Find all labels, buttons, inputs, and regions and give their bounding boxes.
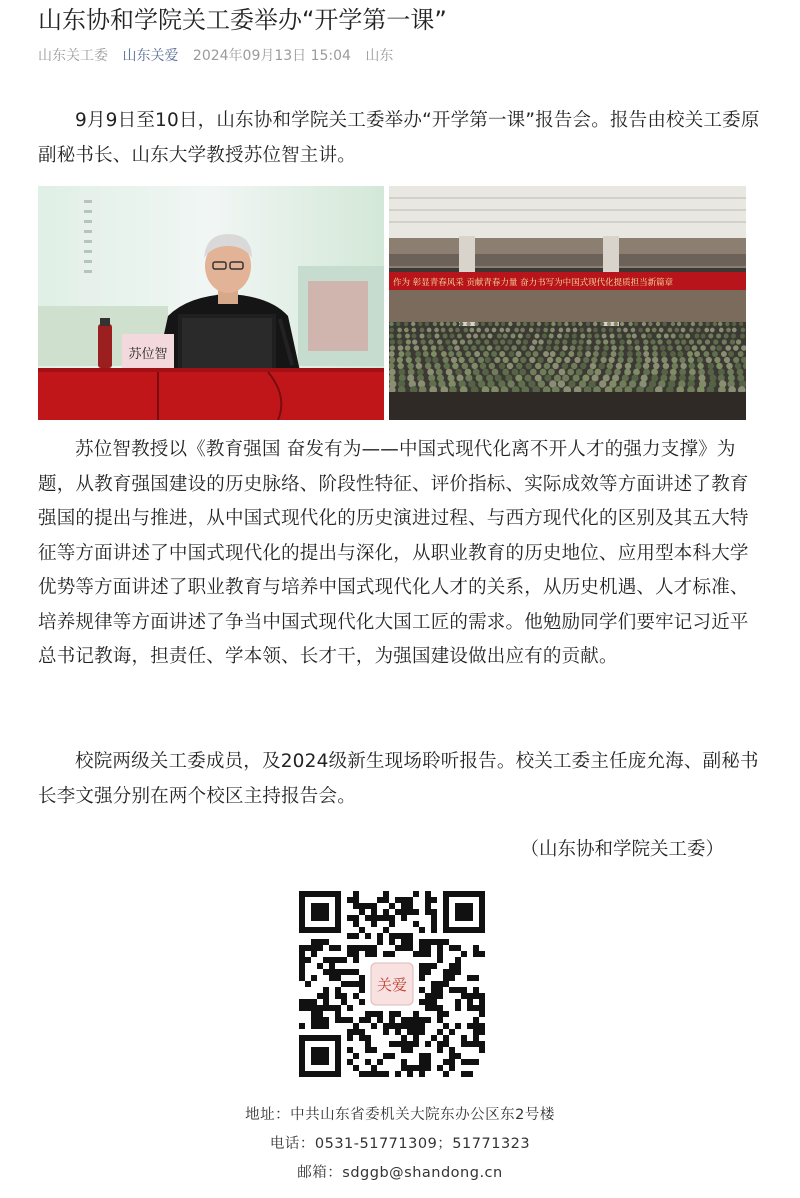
footer-phone: 电话：0531-51771309；51771323 <box>269 1136 531 1152</box>
auditorium-photo <box>389 186 746 420</box>
paragraph-2: 苏位智教授以《教育强国 奋发有为——中国式现代化离不开人才的强力支撑》为题，从教育强国建设的历史脉络、阶段性特征、评价指标、实际成效等方面讲述了教育强国的提出与推进，从中国式现代化的历史演进过程、与西方现代化的区别及其五大特征等方面讲述了中国式现代化的提出与深化，从职业教育的历史地位、应用型本科大学优势等方面讲述了职业教育与培养中国式现代化人才的关系，从历史机遇、人才标准、培养规律等方面讲述了争当中国式现代化大国工匠的需求。他勉励同学们要牢记习近平总书记教诲，担责任、学本领、长才干，为强国建设做出应有的贡献。 <box>38 439 749 667</box>
paragraph-1: 9月9日至10日，山东协和学院关工委举办“开学第一课”报告会。报告由校关工委原副秘书长、山东大学教授苏位智主讲。 <box>38 110 760 166</box>
article-source: （山东协和学院关工委） <box>520 839 724 860</box>
qr-logo-text: 关爱 <box>376 976 408 994</box>
auditorium-audience-photo <box>389 186 746 420</box>
account-link[interactable]: 山东关爱 <box>122 48 179 64</box>
speaker-at-podium-photo <box>38 186 384 420</box>
speaker-photo <box>38 186 384 420</box>
paragraph-3: 校院两级关工委成员，及2024级新生现场聆听报告。校关工委主任庞允海、副秘书长李文强分别在两个校区主持报告会。 <box>38 751 759 807</box>
publish-location: 山东 <box>365 48 394 64</box>
auditorium-banner: 作为 彰显青春风采 贡献青春力量 奋力书写为中国式现代化提质担当新篇章 <box>393 278 674 288</box>
publish-time: 2024年09月13日 15:04 <box>192 48 351 64</box>
nameplate-text: 苏位智 <box>128 347 168 362</box>
qr-code-icon <box>299 891 485 1077</box>
qr-code[interactable] <box>299 891 485 1077</box>
author-name: 山东关工委 <box>38 48 108 64</box>
footer-address: 地址：中共山东省委机关大院东办公区东2号楼 <box>245 1107 555 1123</box>
article-title: 山东协和学院关工委举办“开学第一课” <box>38 6 447 34</box>
article-meta <box>38 46 403 66</box>
footer-email: 邮箱：sdggb@shandong.cn <box>297 1165 503 1181</box>
